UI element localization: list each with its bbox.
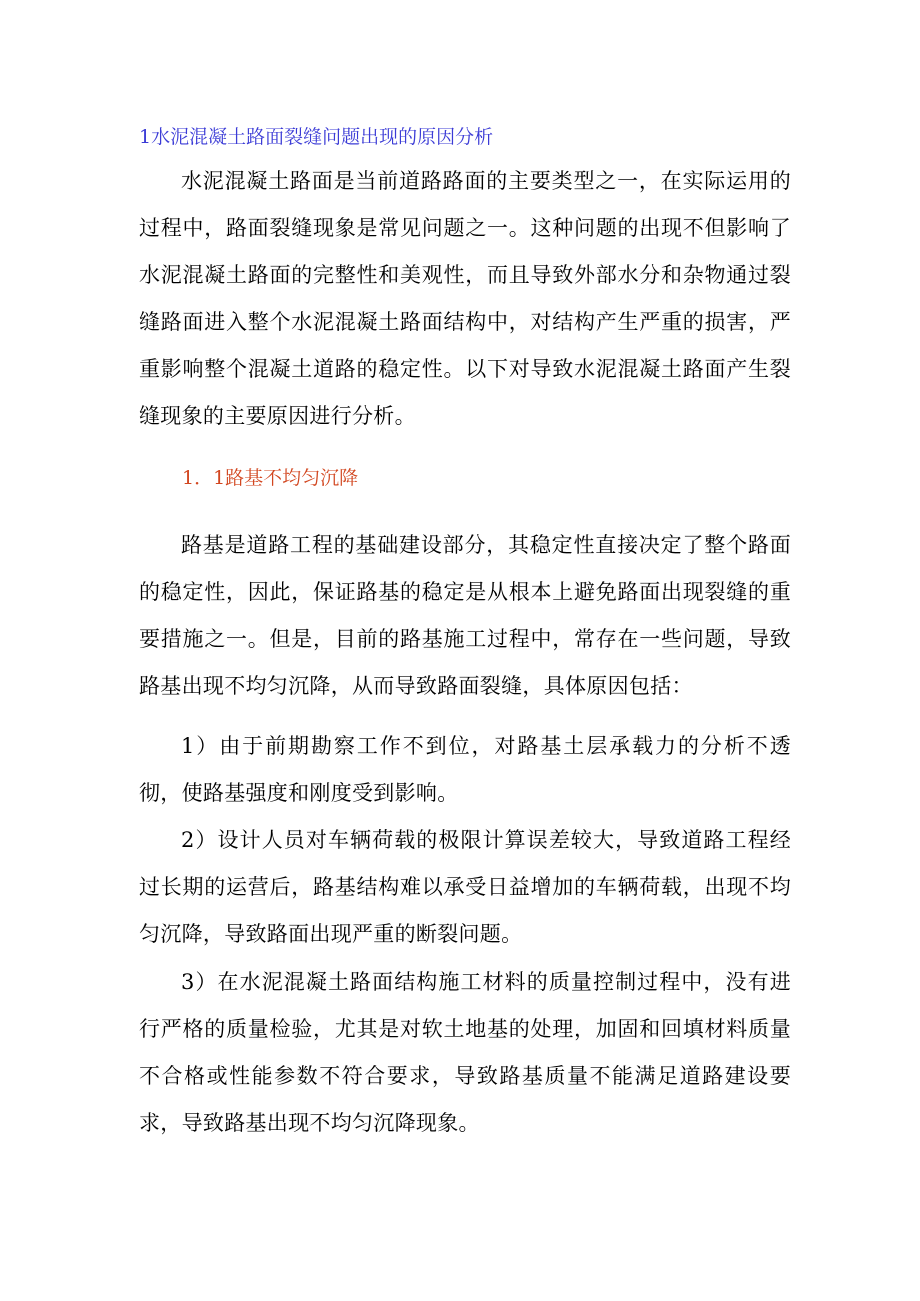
section-heading: 1水泥混凝土路面裂缝问题出现的原因分析	[139, 126, 494, 148]
list-item-3: 3）在水泥混凝土路面结构施工材料的质量控制过程中，没有进行严格的质量检验，尤其是对软土地基的处理，加固和回填材料质量不合格或性能参数不符合要求，导致路基质量不能满足道路建设要求，导致路基出现不均匀沉降现象。	[139, 970, 791, 1135]
list-item-2: 2）设计人员对车辆荷载的极限计算误差较大，导致道路工程经过长期的运营后，路基结构难以承受日益增加的车辆荷载，出现不均匀沉降，导致路面出现严重的断裂问题。	[139, 828, 791, 946]
list-item-1: 1）由于前期勘察工作不到位，对路基土层承载力的分析不透彻，使路基强度和刚度受到影响。	[139, 734, 791, 805]
intro-paragraph: 水泥混凝土路面是当前道路路面的主要类型之一，在实际运用的过程中，路面裂缝现象是常见问题之一。这种问题的出现不但影响了水泥混凝土路面的完整性和美观性，而且导致外部水分和杂物通过裂缝路面进入整个水泥混凝土路面结构中，对结构产生严重的损害，严重影响整个混凝土道路的稳定性。以下对导致水泥混凝土路面产生裂缝现象的主要原因进行分析。	[139, 169, 791, 428]
subsection-heading: 1．1路基不均匀沉降	[182, 467, 359, 489]
roadbed-paragraph: 路基是道路工程的基础建设部分，其稳定性直接决定了整个路面的稳定性，因此，保证路基的稳定是从根本上避免路面出现裂缝的重要措施之一。但是，目前的路基施工过程中，常存在一些问题，导致路基出现不均匀沉降，从而导致路面裂缝，具体原因包括：	[139, 533, 791, 698]
